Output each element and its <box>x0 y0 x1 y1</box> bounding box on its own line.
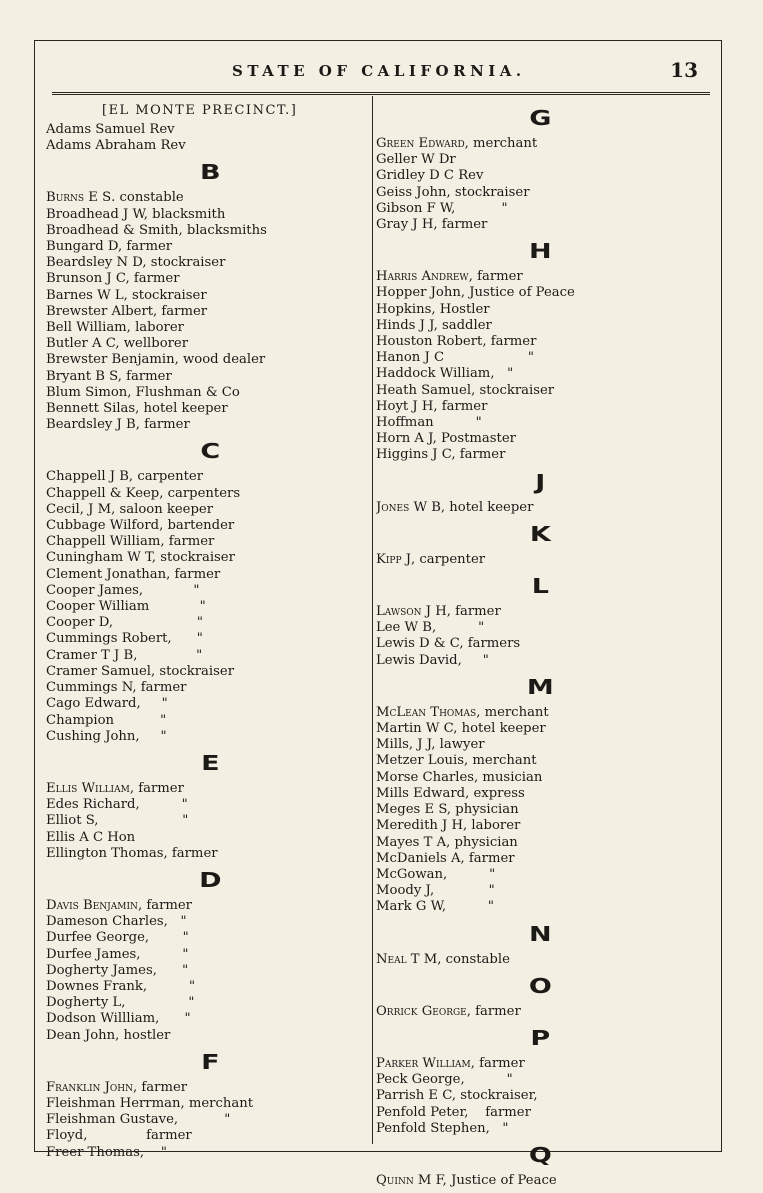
directory-entry <box>46 813 376 829</box>
directory-entry <box>376 818 706 834</box>
directory-entry <box>376 334 706 350</box>
entry-name: Dodson Willliam, " <box>46 1011 191 1027</box>
directory-entry <box>376 851 706 867</box>
directory-entry <box>376 1105 706 1121</box>
entry-name: Horn A J, Postmaster <box>376 431 516 447</box>
entry-name: Cooper D, " <box>46 615 203 631</box>
entry-detail: , farmer <box>466 1003 521 1019</box>
section-letter: Q <box>528 1142 554 1167</box>
entry-name: Mills Edward, express <box>376 785 525 801</box>
entry-name: Cushing John, " <box>46 728 167 744</box>
section-letter: M <box>526 674 556 699</box>
entry-name: Cramer T J B, " <box>46 647 203 663</box>
entry-name: Houston Robert, farmer <box>376 334 537 350</box>
entry-name: Dean John, hostler <box>46 1027 171 1043</box>
entry-name: Lee W B, " <box>376 620 485 636</box>
entry-detail: , merchant <box>476 704 549 720</box>
entry-name: Cecil, J M, saloon keeper <box>46 501 214 517</box>
entry-name: Cooper James, " <box>46 582 200 598</box>
entry-name: Orrick George <box>376 1003 467 1019</box>
entry-name: Penfold Stephen, " <box>376 1120 509 1136</box>
entry-name: Edes Richard, " <box>46 797 188 813</box>
directory-entry <box>376 399 706 415</box>
directory-entry <box>376 620 706 636</box>
directory-entry <box>376 1088 706 1104</box>
entry-name: Geller W Dr <box>376 152 456 168</box>
entry-name: Beardsley N D, stockraiser <box>46 255 226 271</box>
directory-entry <box>46 1080 376 1096</box>
directory-entry <box>376 318 706 334</box>
directory-entry <box>46 615 376 631</box>
section-letter: K <box>529 521 553 546</box>
entry-name: Metzer Louis, merchant <box>376 753 537 769</box>
entry-name: Beardsley J B, farmer <box>46 417 190 433</box>
directory-entry <box>46 1096 376 1112</box>
directory-entry <box>46 271 376 287</box>
entry-name: Bryant B S, farmer <box>46 368 172 384</box>
entry-name: Cooper William " <box>46 599 206 615</box>
directory-entry <box>376 285 706 301</box>
entry-name: Gray J H, farmer <box>376 217 488 233</box>
directory-entry <box>376 217 706 233</box>
directory-entry <box>376 201 706 217</box>
entry-name: Morse Charles, musician <box>376 769 543 785</box>
header-title: STATE OF CALIFORNIA. <box>232 62 526 80</box>
entry-name: Meges E S, physician <box>376 802 519 818</box>
directory-entry <box>46 320 376 336</box>
directory-entry <box>376 552 706 568</box>
directory-entry <box>376 705 706 721</box>
entry-detail: , farmer <box>468 269 523 285</box>
entry-name: Brewster Benjamin, wood dealer <box>46 352 266 368</box>
directory-entry <box>376 636 706 652</box>
page-number: 13 <box>670 58 698 82</box>
section-letter: F <box>201 1049 221 1074</box>
entry-detail: , farmer <box>470 1055 525 1071</box>
directory-entry <box>376 136 706 152</box>
entry-name: Lewis David, " <box>376 652 489 668</box>
directory-entry <box>376 185 706 201</box>
entry-name: Champion " <box>46 712 167 728</box>
entry-detail: T M, constable <box>406 951 510 967</box>
directory-entry <box>376 952 706 968</box>
entry-name: Lawson J H <box>376 604 447 620</box>
directory-entry <box>46 401 376 417</box>
entry-name: Hopkins, Hostler <box>376 301 490 317</box>
entry-name: Mark G W, " <box>376 899 495 915</box>
directory-entry <box>376 350 706 366</box>
entry-name: Meredith J H, laborer <box>376 818 521 834</box>
entry-name: Green Edward <box>376 136 465 151</box>
entry-name: Ellis A C Hon <box>46 829 136 845</box>
section-letter: J <box>535 469 547 494</box>
section-letter: E <box>201 750 221 775</box>
section-letter: O <box>528 973 554 998</box>
entry-name: Mayes T A, physician <box>376 834 518 850</box>
directory-entry <box>376 802 706 818</box>
entry-name: Dogherty L, " <box>46 995 195 1011</box>
entry-name: Ellington Thomas, farmer <box>46 845 218 861</box>
entry-name: Floyd, farmer <box>46 1128 192 1144</box>
directory-entry <box>376 152 706 168</box>
entry-name: Neal <box>376 951 407 967</box>
entry-name: Heath Samuel, stockraiser <box>376 382 555 398</box>
entry-name: Mills, J J, lawyer <box>376 737 485 753</box>
entry-name: Geiss John, stockraiser <box>376 184 530 200</box>
directory-entry <box>376 835 706 851</box>
directory-entry <box>46 797 376 813</box>
entry-name: Downes Frank, " <box>46 978 196 994</box>
section-letter: H <box>529 239 553 264</box>
directory-entry <box>46 190 376 206</box>
entry-name: Barnes W L, stockraiser <box>46 287 207 303</box>
section-letter: N <box>529 921 553 946</box>
directory-entry <box>46 648 376 664</box>
entry-name: Fleishman Herrman, merchant <box>46 1095 254 1111</box>
entry-name: Freer Thomas, " <box>46 1144 167 1160</box>
directory-entry <box>376 770 706 786</box>
entry-name: Brewster Albert, farmer <box>46 303 208 319</box>
section-letter: D <box>199 867 223 892</box>
entry-name: Cago Edward, " <box>46 696 168 712</box>
entry-name: Hoyt J H, farmer <box>376 398 488 414</box>
entry-name: Lewis D & C, farmers <box>376 636 521 652</box>
entry-name: Brunson J C, farmer <box>46 271 180 287</box>
entry-name: Hanon J C " <box>376 350 534 366</box>
entry-detail: , farmer <box>133 1079 188 1095</box>
entry-name: Burns E S <box>46 190 112 206</box>
entry-name: Bungard D, farmer <box>46 239 173 255</box>
directory-entry <box>46 417 376 433</box>
entry-name: Ellis William <box>46 780 130 796</box>
entry-name: McGowan, " <box>376 866 496 882</box>
right-column <box>376 100 706 1189</box>
directory-entry <box>376 737 706 753</box>
running-header <box>52 48 710 95</box>
entry-name: Cubbage Wilford, bartender <box>46 518 235 534</box>
entry-detail: . constable <box>111 190 184 206</box>
directory-entry <box>376 269 706 285</box>
directory-entry <box>376 653 706 669</box>
directory-entry <box>46 729 376 745</box>
entry-name: Chappell William, farmer <box>46 534 215 550</box>
entry-name: Haddock William, " <box>376 366 514 382</box>
directory-entry <box>376 500 706 516</box>
directory-entry <box>376 1056 706 1072</box>
directory-entry <box>46 304 376 320</box>
entry-name: Hoffman " <box>376 415 482 431</box>
directory-entry <box>376 302 706 318</box>
entry-name: Cuningham W T, stockraiser <box>46 550 235 566</box>
directory-entry <box>376 753 706 769</box>
directory-entry <box>46 288 376 304</box>
directory-entry <box>376 366 706 382</box>
directory-entry <box>46 830 376 846</box>
entry-name: Broadhead & Smith, blacksmiths <box>46 222 267 238</box>
directory-entry <box>376 899 706 915</box>
entry-name: Fleishman Gustave, " <box>46 1112 231 1128</box>
directory-entry <box>46 352 376 368</box>
entry-name: Kipp J <box>376 551 411 567</box>
entry-name: Chappell & Keep, carpenters <box>46 485 241 501</box>
entry-name: Dameson Charles, " <box>46 914 187 930</box>
entry-name: Broadhead J W, blacksmith <box>46 206 226 222</box>
directory-entry <box>376 721 706 737</box>
directory-entry <box>46 713 376 729</box>
entry-name: Elliot S, " <box>46 813 189 829</box>
entry-name: Durfee George, " <box>46 930 189 946</box>
entry-name: Adams Abraham Rev <box>46 138 186 154</box>
entry-name: Higgins J C, farmer <box>376 447 506 463</box>
directory-entry <box>376 867 706 883</box>
entry-name: Bennett Silas, hotel keeper <box>46 401 228 417</box>
entry-name: Peck George, " <box>376 1072 513 1088</box>
directory-entry <box>46 1112 376 1128</box>
entry-name: Cummings N, farmer <box>46 680 187 696</box>
entry-name: Davis Benjamin <box>46 897 138 913</box>
entry-name: Cramer Samuel, stockraiser <box>46 663 235 679</box>
directory-entry <box>46 846 376 862</box>
entry-name: Chappell J B, carpenter <box>46 469 204 485</box>
directory-entry <box>46 385 376 401</box>
entry-name: Hinds J J, saddler <box>376 317 492 333</box>
directory-entry <box>376 883 706 899</box>
section-letter: G <box>529 106 553 130</box>
entry-name: Cummings Robert, " <box>46 631 203 647</box>
entry-name: Quinn <box>376 1172 414 1188</box>
section-letter: P <box>530 1025 552 1050</box>
entry-detail: , farmer <box>137 897 192 913</box>
entry-detail: M F, Justice of Peace <box>413 1172 557 1188</box>
entry-name: Parker William <box>376 1055 471 1071</box>
directory-entry <box>46 138 376 154</box>
entry-name: Butler A C, wellborer <box>46 336 189 352</box>
entry-name: Parrish E C, stockraiser, <box>376 1088 538 1104</box>
entry-name: Penfold Peter, farmer <box>376 1104 531 1120</box>
entry-name: Moody J, " <box>376 883 495 899</box>
entry-name: Hopper John, Justice of Peace <box>376 285 575 301</box>
directory-entry <box>376 1173 706 1189</box>
section-letter: L <box>531 574 551 599</box>
entry-name: Dogherty James, " <box>46 962 189 978</box>
entry-name: McDaniels A, farmer <box>376 850 515 866</box>
entry-name: Adams Samuel Rev <box>46 122 175 137</box>
entry-name: Franklin John <box>46 1079 134 1095</box>
directory-entry <box>376 168 706 184</box>
entry-name: Gridley D C Rev <box>376 168 484 184</box>
directory-entry <box>376 1004 706 1020</box>
entry-name: Durfee James, " <box>46 946 189 962</box>
directory-entry <box>376 415 706 431</box>
directory-entry <box>376 1072 706 1088</box>
entry-detail: , hotel keeper <box>440 499 534 515</box>
directory-entry <box>376 383 706 399</box>
precinct-heading: [EL MONTE PRECINCT.] <box>102 103 298 118</box>
entry-name: Harris Andrew <box>376 269 469 285</box>
directory-entry <box>376 786 706 802</box>
directory-entry <box>376 604 706 620</box>
entry-detail: , farmer <box>129 780 184 796</box>
directory-entry <box>46 336 376 352</box>
entry-name: Bell William, laborer <box>46 320 184 336</box>
directory-entry <box>46 207 376 223</box>
entry-detail: , merchant <box>464 136 538 151</box>
entry-detail: , farmer <box>446 604 501 620</box>
entry-name: Martin W C, hotel keeper <box>376 721 546 737</box>
section-letter: C <box>200 439 222 464</box>
directory-entry <box>46 550 376 566</box>
directory-entry <box>376 447 706 463</box>
section-letter: B <box>200 160 222 185</box>
entry-detail: , carpenter <box>411 551 486 567</box>
directory-entry <box>376 1121 706 1137</box>
directory-entry <box>46 781 376 797</box>
entry-name: Jones W B <box>376 499 441 515</box>
entry-name: McLean Thomas <box>376 704 477 720</box>
entry-name: Clement Jonathan, farmer <box>46 566 221 582</box>
directory-entry <box>376 431 706 447</box>
directory-entry <box>46 631 376 647</box>
directory-entry <box>46 369 376 385</box>
entry-name: Gibson F W, " <box>376 200 508 216</box>
directory-entry <box>46 898 376 914</box>
entry-name: Blum Simon, Flushman & Co <box>46 384 240 400</box>
